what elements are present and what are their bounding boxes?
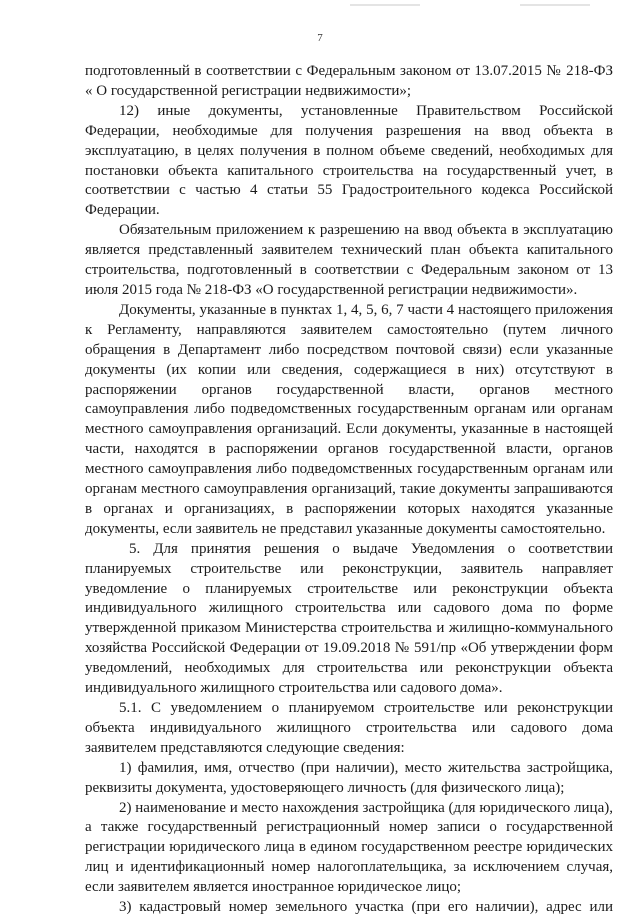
scan-mark-left (350, 4, 420, 6)
list-item-3: 3) кадастровый номер земельного участка (при его наличии), адрес или (119, 899, 613, 916)
list-item-2: 2) наименование и место нахождения застройщика (для юридического лица), а также государственный регистрационный номер записи о государственной регистрации юридического лица в едином государственном реестре юридических лиц и идентификационный номер налогоплательщика, за исключением случая, если заявителем является иностранное юридическое лицо; (85, 799, 613, 896)
paragraph-section-5-1: 5.1. С уведомлением о планируемом строительстве или реконструкции объекта индивидуального жилищного строительства или садового дома заявителем представляются следующие сведения: (85, 700, 613, 756)
page-number: 7 (317, 32, 323, 44)
paragraph-section-5: 5. Для принятия решения о выдаче Уведомления о соответствии планируемых строительстве или реконструкции, заявитель направляет уведомление о планируемых строительстве или реконструкции объекта индивидуального жилищного строительства или садового дома по форме утвержденной приказом Министерства строительства и жилищно-коммунального хозяйства Российской Федерации от 19.09.2018 № 591/пр «Об утверждении форм уведомлений, необходимых для строительства или реконструкции объекта индивидуального жилищного строительства или садового дома». (85, 540, 613, 697)
scan-mark-right (520, 4, 590, 6)
paragraph-item-12: 12) иные документы, установленные Правительством Российской Федерации, необходимые для получения разрешения на ввод объекта в эксплуатацию, в целях получения в полном объеме сведений, необходимых для постановки объекта капитального строительства на государственный учет, в соответствии с частью 4 статьи 55 Градостроительного кодекса Российской Федерации. (85, 102, 613, 219)
document-body (85, 62, 613, 918)
list-item-1: 1) фамилия, имя, отчество (при наличии), место жительства застройщика, реквизиты документа, удостоверяющего личность (для физического лица); (85, 759, 613, 796)
paragraph-mandatory-attachment: Обязательным приложением к разрешению на ввод объекта в эксплуатацию является представленный заявителем технический план объекта капитального строительства, подготовленный в соответствии с Федеральным законом от 13 июля 2015 года № 218-ФЗ «О государственной регистрации недвижимости». (85, 222, 613, 298)
paragraph-continuation: подготовленный в соответствии с Федеральным законом от 13.07.2015 № 218-ФЗ « О государственной регистрации недвижимости»; (85, 63, 613, 99)
paragraph-documents: Документы, указанные в пунктах 1, 4, 5, 6, 7 части 4 настоящего приложения к Регламенту, направляются заявителем самостоятельно (путем личного обращения в Департамент либо посредством почтовой связи) если указанные документы (их копии или сведения, содержащиеся в них) отсутствуют в распоряжении органов государственной власти, органов местного самоуправления либо подведомственных государственным органам или органам местного самоуправления организаций. Если документы, указанные в настоящей части, находятся в распоряжении органов государственной власти, органов местного самоуправления либо подведомственных государственным органам или органам местного самоуправления организаций, такие документы запрашиваются в органах и организациях, в распоряжении которых находятся указанные документы, если заявитель не представил указанные документы самостоятельно. (85, 301, 613, 537)
